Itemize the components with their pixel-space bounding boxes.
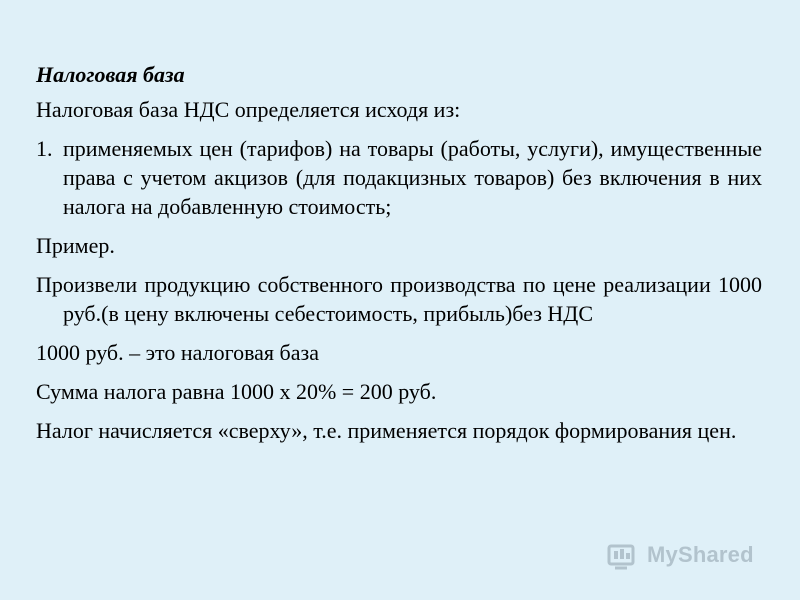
slide-title: Налоговая база: [36, 62, 185, 87]
myshared-logo-icon: [605, 538, 639, 572]
list-text: применяемых цен (тарифов) на товары (работы, услуги), имущественные права с учетом акцизов (для подакцизных товаров) без включения в них налога на добавленную стоимость;: [63, 136, 762, 219]
tax-text: Сумма налога равна 1000 х 20% = 200 руб.: [36, 379, 437, 404]
intro-text: Налоговая база НДС определяется исходя из:: [36, 97, 461, 122]
watermark-text: MyShared: [647, 542, 754, 567]
example-label: Пример.: [36, 233, 115, 258]
slide-content: [36, 60, 762, 455]
example-text: Произвели продукцию собственного производства по цене реализации 1000 руб.(в цену включены себестоимость, прибыль)без НДС: [36, 272, 762, 326]
note-text: Налог начисляется «сверху», т.е. применяется порядок формирования цен.: [36, 418, 737, 443]
list-item: [36, 134, 762, 221]
myshared-watermark: [605, 535, 754, 575]
base-text: 1000 руб. – это налоговая база: [36, 340, 319, 365]
list-number: 1.: [36, 136, 53, 161]
